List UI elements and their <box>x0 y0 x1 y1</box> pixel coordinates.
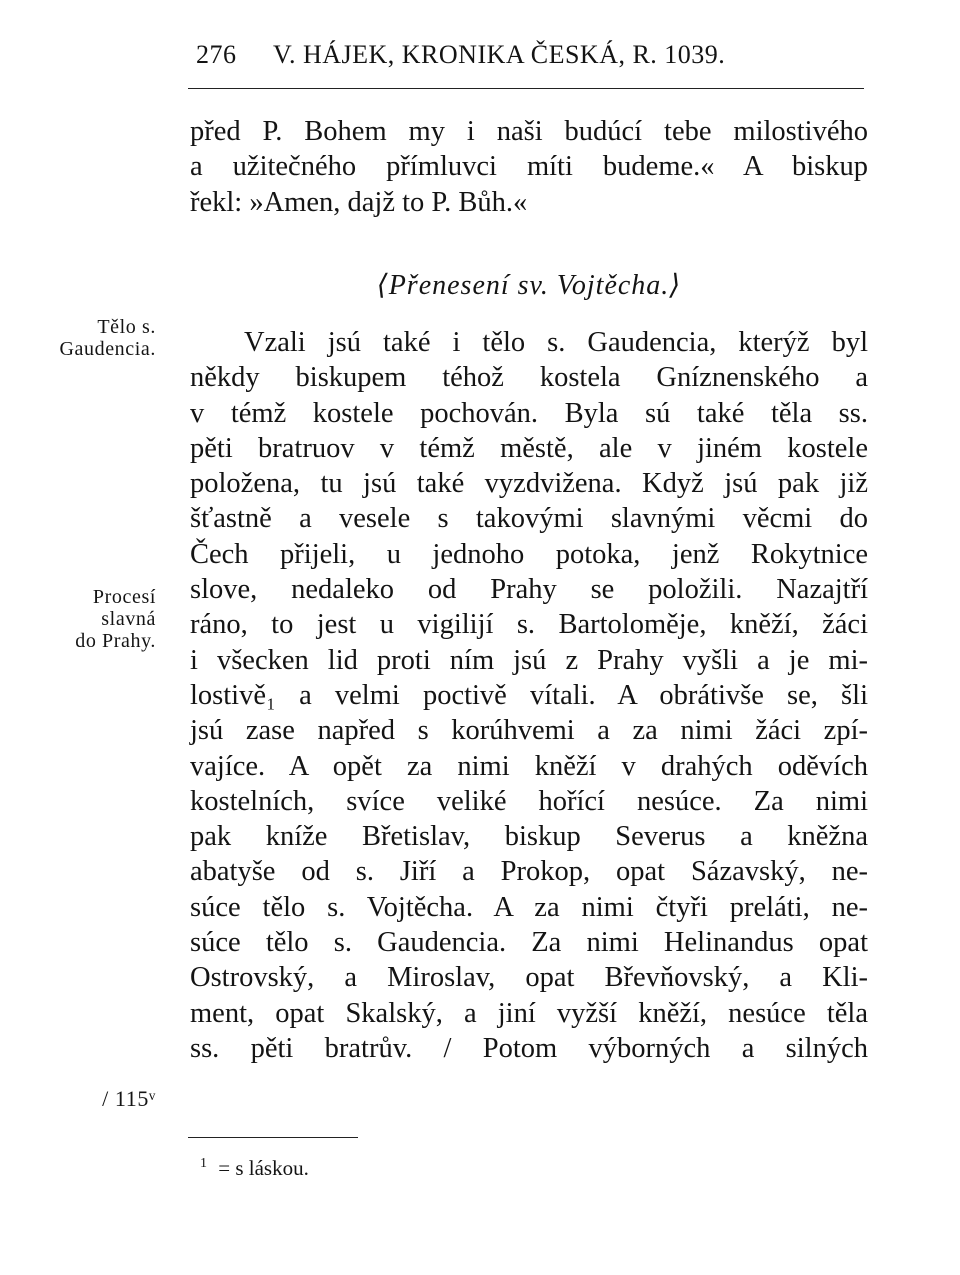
footnote-rule <box>188 1137 358 1138</box>
section-subheading: ⟨Přenesení sv. Vojtěcha.⟩ <box>376 270 682 301</box>
margin-note-line: Tělo s. <box>97 316 156 338</box>
text-line: Ostrovský, a Miroslav, opat Břevňovský, a Kli- <box>190 962 868 994</box>
text-line: řekl: »Amen, dajž to P. Bůh.« <box>190 186 528 218</box>
folio-marker: / 115ᵛ <box>102 1086 156 1111</box>
footnote-marker: 1 <box>200 1156 207 1171</box>
text-line: súce tělo s. Vojtěcha. A za nimi čtyři preláti, ne- <box>190 891 868 923</box>
margin-note-line: Gaudencia. <box>59 338 156 360</box>
footnote-text: = s láskou. <box>218 1156 309 1180</box>
header-rule <box>188 88 864 89</box>
text-line: ráno, to jest u vigilijí s. Bartoloměje, kněží, žáci <box>190 609 868 641</box>
text-line: i všecken lid proti ním jsú z Prahy vyšli a je mi- <box>190 644 868 676</box>
paragraph-2 <box>190 325 868 1066</box>
text-line: ss. pěti bratrův. / Potom výborných a silných <box>190 1032 868 1064</box>
text-line: šťastně a vesele s takovými slavnými věcmi do <box>190 503 868 535</box>
text-line: ment, opat Skalský, a jiní vyžší kněží, nesúce těla <box>190 997 868 1029</box>
text-line: lostivě₁ a velmi poctivě vítali. A obrátivše se, šli <box>190 679 868 711</box>
margin-note-telo <box>59 316 156 360</box>
footnote <box>200 1156 309 1181</box>
running-head <box>196 40 796 70</box>
margin-note-line: do Prahy. <box>75 630 156 652</box>
text-line: někdy biskupem téhož kostela Gníznenského a <box>190 362 868 394</box>
text-line: před P. Bohem my i naši budúcí tebe milostivého <box>190 116 868 147</box>
text-line: abatyše od s. Jiří a Prokop, opat Sázavský, ne- <box>190 856 868 888</box>
paragraph-1 <box>190 114 868 220</box>
text-line: položena, tu jsú také vyzdvižena. Když jsú pak již <box>190 468 868 500</box>
text-line: v témž kostele pochován. Byla sú také těla ss. <box>190 397 868 429</box>
text-line: pak kníže Břetislav, biskup Severus a kněžna <box>190 821 868 853</box>
text-line: kostelních, svíce veliké hořící nesúce. Za nimi <box>190 785 868 817</box>
margin-note-line: Procesí <box>92 586 156 608</box>
margin-note-line: slavná <box>101 608 156 630</box>
running-head-title: V. HÁJEK, KRONIKA ČESKÁ, R. 1039. <box>273 40 726 69</box>
text-line: súce tělo s. Gaudencia. Za nimi Helinandus opat <box>190 927 868 959</box>
text-line: Čech přijeli, u jednoho potoka, jenž Rokytnice <box>190 538 868 570</box>
text-line: a užitečného přímluvci míti budeme.« A biskup <box>190 151 868 183</box>
text-line: jsú zase napřed s korúhvemi a za nimi žáci zpí- <box>190 715 868 747</box>
text-line: vajíce. A opět za nimi kněží v drahých oděvích <box>190 750 868 782</box>
margin-note-procesi <box>75 586 156 652</box>
text-line: slove, nedaleko od Prahy se položili. Nazajtří <box>190 574 868 606</box>
text-line: Vzali jsú také i tělo s. Gaudencia, kterýž byl <box>244 327 868 358</box>
page-number: 276 <box>196 40 237 69</box>
text-line: pěti bratruov v témž městě, ale v jiném kostele <box>190 432 868 464</box>
